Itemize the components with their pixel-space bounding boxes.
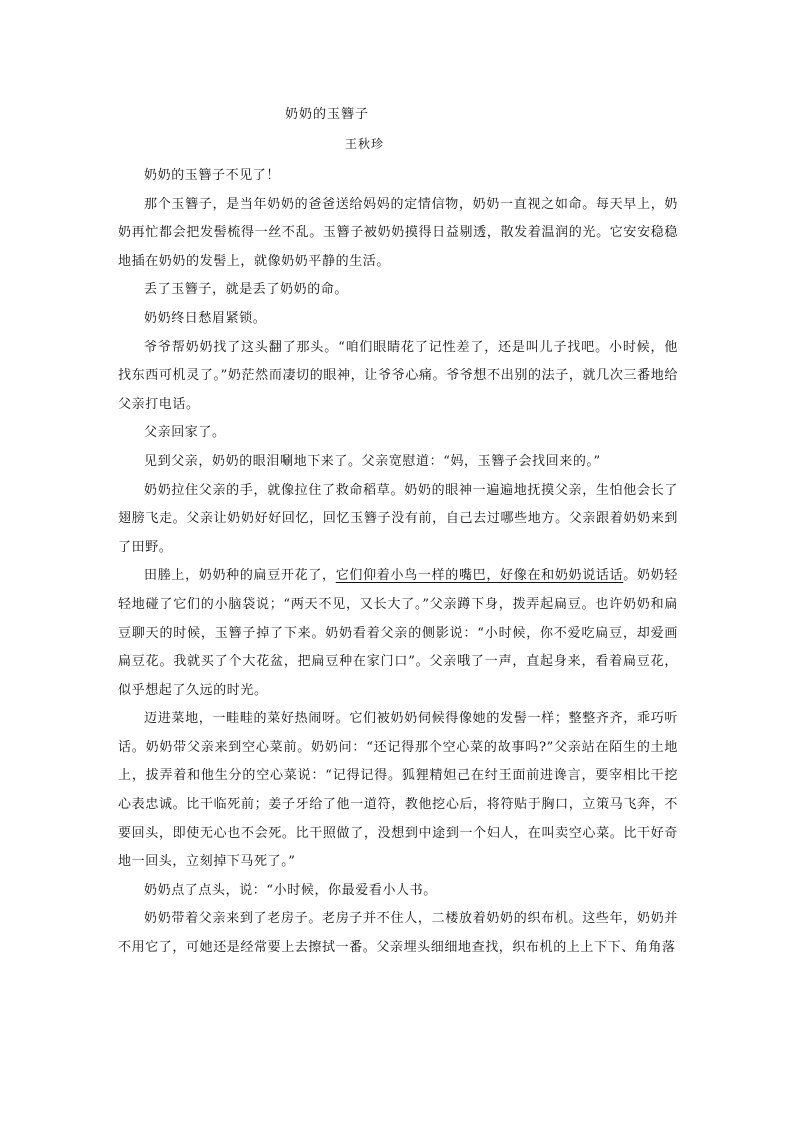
underlined-sentence: 它们仰着小鸟一样的嘴巴，好像在和奶奶说话话	[335, 568, 624, 584]
paragraph: 爷爷帮奶奶找了这头翻了那头。“咱们眼睛花了记性差了，还是叫儿子找吧。小时候，他找东西可机灵了。”奶茫然而凄切的眼神，让爷爷心痛。爷爷想不出别的法子，就几次三番地给父亲打电话。	[118, 339, 678, 412]
article-title: 奶奶的玉簪子	[285, 107, 370, 122]
paragraph: 奶奶的玉簪子不见了！	[144, 168, 281, 183]
paragraph-text: 。奶奶轻轻地碰了它们的小脑袋说；“两天不见，又长大了。”父亲蹲下身，拨弄起扁豆。也许奶奶和扁豆聊天的时候，玉簪子掉了下来。奶奶看着父亲的侧影说：“小时候，你不爱吃扁豆，却爱画扁豆花。我就买了个大花盆，把扁豆种在家门口”。父亲哦了一声，直起身来，看着扁豆花，似乎想起了久远的时光。	[118, 568, 678, 698]
paragraph: 奶奶终日愁眉紧锁。	[144, 310, 267, 326]
paragraph: 迈进菜地，一畦畦的菜好热闹呀。它们被奶奶伺候得像她的发髻一样；整整齐齐，乖巧听话。奶奶带父亲来到空心菜前。奶奶问：“还记得那个空心菜的故事吗?”父亲站在陌生的土地上，拔弄着和他生分的空心菜说：“记得记得。狐狸精妲己在纣王面前进谗言，要宰相比干挖心表忠诚。比干临死前；姜子牙给了他一道符，教他挖心后，将符贴于胸口，立策马飞奔，不要回头，即使无心也不会死。比干照做了，没想到中途到一个妇人，在叫卖空心菜。比干好奇地一回头，立刻掉下马死了。”	[118, 711, 678, 870]
paragraph: 父亲回家了。	[144, 425, 226, 441]
article-author: 王秋珍	[345, 137, 385, 151]
article-body	[118, 162, 678, 963]
paragraph: 见到父亲，奶奶的眼泪唰地下来了。父亲宽慰道：“妈，玉簪子会找回来的。”	[144, 453, 601, 469]
paragraph: 那个玉簪子，是当年奶奶的爸爸送给妈妈的定情信物，奶奶一直视之如命。每天早上，奶奶再忙都会把发髻梳得一丝不乱。玉簪子被奶奶摸得日益剔透，散发着温润的光。它安安稳稳地插在奶奶的发髻上，就像奶奶平静的生活。	[118, 196, 678, 269]
paragraph-text: 田塍上，奶奶种的扁豆开花了，	[144, 568, 336, 584]
paragraph: 奶奶拉住父亲的手，就像拉住了救命稻草。奶奶的眼神一遍遍地抚摸父亲，生怕他会长了翅膀飞走。父亲让奶奶好好回忆，回忆玉簪子没有前，自己去过哪些地方。父亲跟着奶奶来到了田野。	[118, 482, 678, 555]
paragraph: 奶奶带着父亲来到了老房子。老房子并不住人，二楼放着奶奶的织布机。这些年，奶奶并不用它了，可她还是经常要上去擦拭一番。父亲埋头细细地查找，织布机的上上下下、角角落	[118, 911, 678, 956]
paragraph: 奶奶点了点头，说：“小时候，你最爱看小人书。	[144, 882, 437, 898]
paragraph-with-underline	[118, 562, 678, 705]
paragraph: 丢了玉簪子，就是丢了奶奶的命。	[144, 282, 349, 298]
